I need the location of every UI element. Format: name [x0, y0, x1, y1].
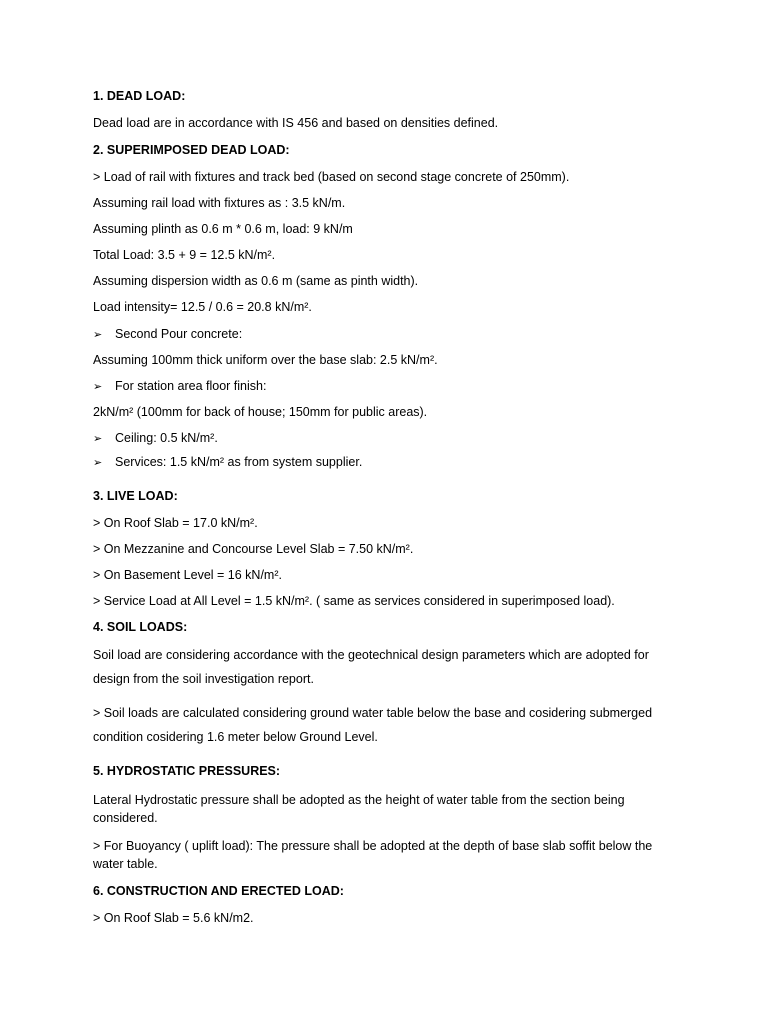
heading-dead-load: 1. DEAD LOAD:	[93, 89, 186, 103]
arrow-bullet-icon: ➢	[93, 329, 103, 341]
floor-finish-text: 2kN/m² (100mm for back of house; 150mm for public areas).	[93, 405, 428, 419]
ceiling-text: Ceiling: 0.5 kN/m².	[115, 431, 218, 445]
total-load-line: Total Load: 3.5 + 9 = 12.5 kN/m².	[93, 248, 276, 262]
hydrostatic-para1: Lateral Hydrostatic pressure shall be adopted as the height of water table from the section being considered.	[93, 793, 625, 825]
hydrostatic-para2: > For Buoyancy ( uplift load): The pressure shall be adopted at the depth of base slab soffit below the water table.	[93, 839, 653, 871]
bullet-services	[93, 455, 693, 471]
live-load-mezzanine: > On Mezzanine and Concourse Level Slab = 7.50 kN/m².	[93, 542, 414, 556]
soil-loads-para2: > Soil loads are calculated considering ground water table below the base and cosidering submerged condition cosidering 1.6 meter below Ground Level.	[93, 706, 653, 744]
plinth-line: Assuming plinth as 0.6 m * 0.6 m, load: 9 kN/m	[93, 222, 353, 236]
heading-live-load: 3. LIVE LOAD:	[93, 489, 178, 503]
load-intensity-line: Load intensity= 12.5 / 0.6 = 20.8 kN/m².	[93, 300, 312, 314]
second-pour-text: Assuming 100mm thick uniform over the base slab: 2.5 kN/m².	[93, 353, 438, 367]
live-load-roof: > On Roof Slab = 17.0 kN/m².	[93, 516, 258, 530]
bullet-second-pour	[93, 327, 693, 343]
live-load-basement: > On Basement Level = 16 kN/m².	[93, 568, 282, 582]
floor-finish-label: For station area floor finish:	[115, 379, 267, 393]
dead-load-text: Dead load are in accordance with IS 456 and based on densities defined.	[93, 116, 499, 130]
second-pour-label: Second Pour concrete:	[115, 327, 243, 341]
heading-superimposed-dead-load: 2. SUPERIMPOSED DEAD LOAD:	[93, 143, 290, 157]
bullet-ceiling	[93, 431, 693, 447]
services-text: Services: 1.5 kN/m² as from system supplier.	[115, 455, 363, 469]
arrow-bullet-icon: ➢	[93, 381, 103, 393]
soil-loads-para1: Soil load are considering accordance with the geotechnical design parameters which are adopted for design from the soil investigation report.	[93, 648, 649, 686]
live-load-service: > Service Load at All Level = 1.5 kN/m². ( same as services considered in superimposed load).	[93, 594, 615, 608]
heading-soil-loads: 4. SOIL LOADS:	[93, 620, 188, 634]
bullet-floor-finish	[93, 379, 693, 395]
rail-load-line: > Load of rail with fixtures and track bed (based on second stage concrete of 250mm).	[93, 170, 570, 184]
arrow-bullet-icon: ➢	[93, 433, 103, 445]
rail-fixtures-line: Assuming rail load with fixtures as : 3.5 kN/m.	[93, 196, 346, 210]
dispersion-line: Assuming dispersion width as 0.6 m (same as pinth width).	[93, 274, 419, 288]
arrow-bullet-icon: ➢	[93, 457, 103, 469]
heading-construction: 6. CONSTRUCTION AND ERECTED LOAD:	[93, 884, 344, 898]
heading-hydrostatic: 5. HYDROSTATIC PRESSURES:	[93, 764, 281, 778]
construction-roof: > On Roof Slab = 5.6 kN/m2.	[93, 911, 254, 925]
